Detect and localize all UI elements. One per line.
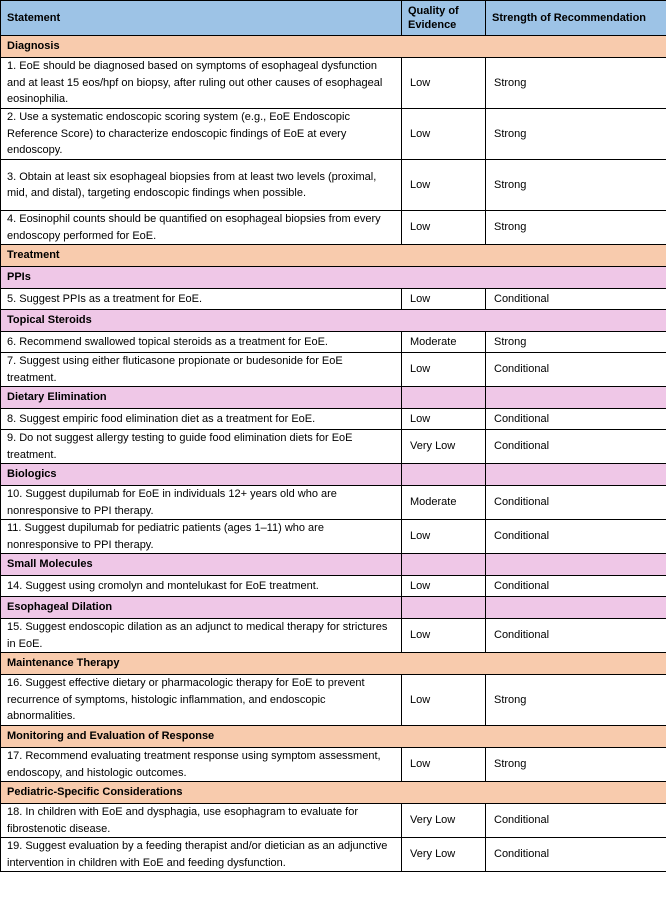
strength-cell: Strong xyxy=(486,748,666,782)
strength-cell: Conditional xyxy=(486,838,666,872)
quality-cell: Low xyxy=(402,353,486,387)
section-label: Diagnosis xyxy=(1,36,666,58)
empty-cell xyxy=(402,597,486,619)
quality-cell: Moderate xyxy=(402,486,486,520)
strength-cell: Strong xyxy=(486,160,666,211)
subsection-label: Small Molecules xyxy=(1,554,402,576)
strength-cell: Strong xyxy=(486,675,666,726)
table-row xyxy=(1,576,666,597)
strength-cell: Conditional xyxy=(486,619,666,653)
table-row xyxy=(1,619,666,653)
strength-cell: Conditional xyxy=(486,576,666,597)
table-row xyxy=(1,289,666,310)
quality-column-header: Quality of Evidence xyxy=(402,1,486,36)
table-row xyxy=(1,109,666,160)
section-label: Pediatric-Specific Considerations xyxy=(1,782,666,804)
statement-cell: 16. Suggest effective dietary or pharmacologic therapy for EoE to prevent recurrence of symptoms, histologic inflammation, and endoscopic abnormalities. xyxy=(1,675,402,726)
table-row xyxy=(1,804,666,838)
strength-cell: Strong xyxy=(486,211,666,245)
quality-cell: Very Low xyxy=(402,430,486,464)
quality-cell: Low xyxy=(402,160,486,211)
subsection-label: Topical Steroids xyxy=(1,310,666,332)
section-label: Treatment xyxy=(1,245,666,267)
section-row-monitoring xyxy=(1,726,666,748)
table-row xyxy=(1,332,666,353)
statement-cell: 9. Do not suggest allergy testing to guide food elimination diets for EoE treatment. xyxy=(1,430,402,464)
table-row xyxy=(1,409,666,430)
subsection-row-ppis xyxy=(1,267,666,289)
statement-cell: 17. Recommend evaluating treatment response using symptom assessment, endoscopy, and histologic outcomes. xyxy=(1,748,402,782)
subsection-label: Biologics xyxy=(1,464,402,486)
strength-cell: Strong xyxy=(486,109,666,160)
statement-cell: 11. Suggest dupilumab for pediatric patients (ages 1–11) who are nonresponsive to PPI therapy. xyxy=(1,520,402,554)
quality-cell: Low xyxy=(402,109,486,160)
statement-cell: 14. Suggest using cromolyn and montelukast for EoE treatment. xyxy=(1,576,402,597)
section-row-treatment xyxy=(1,245,666,267)
strength-cell: Conditional xyxy=(486,409,666,430)
table-row xyxy=(1,160,666,211)
header-row xyxy=(1,1,666,36)
strength-cell: Conditional xyxy=(486,804,666,838)
empty-cell xyxy=(486,387,666,409)
quality-cell: Low xyxy=(402,619,486,653)
subsection-row-dietary-elimination xyxy=(1,387,666,409)
subsection-label: Dietary Elimination xyxy=(1,387,402,409)
table-row xyxy=(1,520,666,554)
statement-cell: 10. Suggest dupilumab for EoE in individuals 12+ years old who are nonresponsive to PPI therapy. xyxy=(1,486,402,520)
quality-cell: Moderate xyxy=(402,332,486,353)
statement-cell: 15. Suggest endoscopic dilation as an adjunct to medical therapy for strictures in EoE. xyxy=(1,619,402,653)
empty-cell xyxy=(402,464,486,486)
table-row xyxy=(1,486,666,520)
quality-cell: Very Low xyxy=(402,804,486,838)
statement-cell: 3. Obtain at least six esophageal biopsies from at least two levels (proximal, mid, and distal), targeting endoscopic findings when possible. xyxy=(1,160,402,211)
quality-cell: Low xyxy=(402,576,486,597)
statement-cell: 6. Recommend swallowed topical steroids as a treatment for EoE. xyxy=(1,332,402,353)
quality-cell: Low xyxy=(402,211,486,245)
strength-cell: Conditional xyxy=(486,486,666,520)
table-row xyxy=(1,838,666,872)
strength-cell: Conditional xyxy=(486,289,666,310)
subsection-row-topical-steroids xyxy=(1,310,666,332)
statement-cell: 7. Suggest using either fluticasone propionate or budesonide for EoE treatment. xyxy=(1,353,402,387)
quality-cell: Low xyxy=(402,289,486,310)
quality-cell: Low xyxy=(402,409,486,430)
empty-cell xyxy=(402,554,486,576)
quality-cell: Low xyxy=(402,58,486,109)
subsection-label: Esophageal Dilation xyxy=(1,597,402,619)
section-label: Monitoring and Evaluation of Response xyxy=(1,726,666,748)
strength-cell: Conditional xyxy=(486,353,666,387)
empty-cell xyxy=(486,597,666,619)
statement-cell: 5. Suggest PPIs as a treatment for EoE. xyxy=(1,289,402,310)
table-row xyxy=(1,748,666,782)
empty-cell xyxy=(486,464,666,486)
section-row-diagnosis xyxy=(1,36,666,58)
strength-cell: Strong xyxy=(486,332,666,353)
table-row xyxy=(1,211,666,245)
section-row-maintenance-therapy xyxy=(1,653,666,675)
subsection-row-biologics xyxy=(1,464,666,486)
subsection-row-small-molecules xyxy=(1,554,666,576)
strength-cell: Conditional xyxy=(486,430,666,464)
quality-cell: Low xyxy=(402,748,486,782)
table-row xyxy=(1,58,666,109)
table-row xyxy=(1,430,666,464)
empty-cell xyxy=(402,387,486,409)
strength-cell: Strong xyxy=(486,58,666,109)
section-label: Maintenance Therapy xyxy=(1,653,666,675)
subsection-row-esophageal-dilation xyxy=(1,597,666,619)
statement-cell: 18. In children with EoE and dysphagia, use esophagram to evaluate for fibrostenotic disease. xyxy=(1,804,402,838)
section-row-pediatric xyxy=(1,782,666,804)
statement-cell: 8. Suggest empiric food elimination diet as a treatment for EoE. xyxy=(1,409,402,430)
empty-cell xyxy=(486,554,666,576)
strength-column-header: Strength of Recommendation xyxy=(486,1,666,36)
statement-cell: 2. Use a systematic endoscopic scoring system (e.g., EoE Endoscopic Reference Score) to characterize endoscopic findings of EoE at every endoscopy. xyxy=(1,109,402,160)
strength-cell: Conditional xyxy=(486,520,666,554)
table-row xyxy=(1,353,666,387)
quality-cell: Very Low xyxy=(402,838,486,872)
statement-cell: 4. Eosinophil counts should be quantified on esophageal biopsies from every endoscopy performed for EoE. xyxy=(1,211,402,245)
table-row xyxy=(1,675,666,726)
quality-cell: Low xyxy=(402,520,486,554)
subsection-label: PPIs xyxy=(1,267,666,289)
statement-cell: 1. EoE should be diagnosed based on symptoms of esophageal dysfunction and at least 15 eos/hpf on biopsy, after ruling out other causes of esophageal eosinophilia. xyxy=(1,58,402,109)
quality-cell: Low xyxy=(402,675,486,726)
statement-column-header: Statement xyxy=(1,1,402,36)
statement-cell: 19. Suggest evaluation by a feeding therapist and/or dietician as an adjunctive intervention in children with EoE and feeding dysfunction. xyxy=(1,838,402,872)
